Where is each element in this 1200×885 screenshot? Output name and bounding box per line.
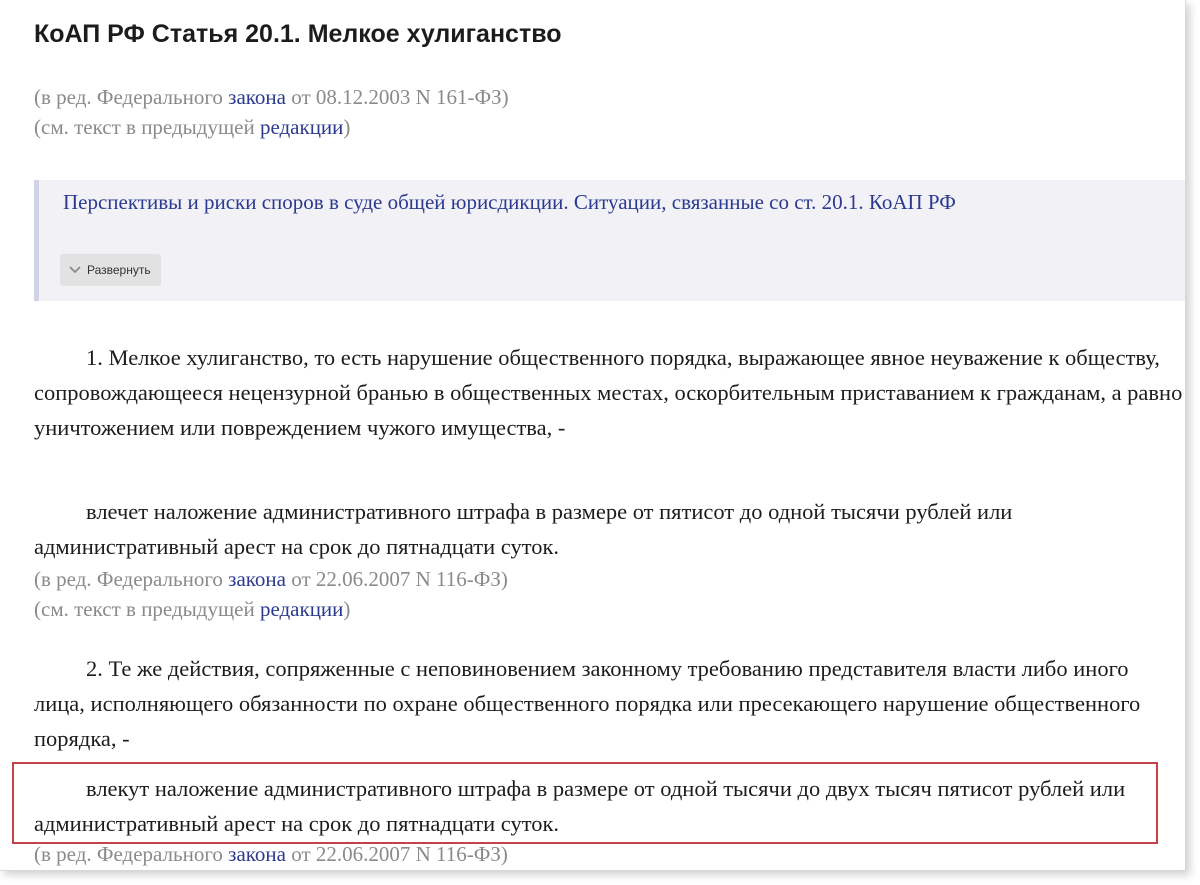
court-practice-callout <box>34 180 1185 301</box>
expand-button[interactable] <box>60 254 161 286</box>
previous-edition-note: (см. текст в предыдущей редакции) <box>34 597 351 621</box>
edition-note: (в ред. Федерального закона от 22.06.2007 N 116-ФЗ) <box>34 842 508 866</box>
law-link[interactable]: закона <box>228 842 286 866</box>
page-title: КоАП РФ Статья 20.1. Мелкое хулиганство <box>34 20 562 48</box>
edition-note: (в ред. Федерального закона от 22.06.2007 N 116-ФЗ) <box>34 567 508 591</box>
chevron-down-icon <box>68 265 82 275</box>
edition-notes-top <box>34 82 509 142</box>
expand-label: Развернуть <box>87 263 151 277</box>
callout-link[interactable]: Перспективы и риски споров в суде общей юрисдикции. Ситуации, связанные со ст. 20.1. КоАП РФ <box>63 190 956 214</box>
edition-notes-mid <box>34 564 508 624</box>
paragraph-1: 1. Мелкое хулиганство, то есть нарушение общественного порядка, выражающее явное неуважение к обществу, сопровождающееся нецензурной бранью в общественных местах, оскорбительным приставанием к гражданам, а равно уничтожением или повреждением чужого имущества, - <box>34 345 1183 440</box>
previous-edition-link[interactable]: редакции <box>259 115 344 139</box>
sanction-1: влечет наложение административного штрафа в размере от пятисот до одной тысячи рублей или административный арест на срок до пятнадцати суток. <box>34 499 1013 559</box>
previous-edition-note: (см. текст в предыдущей редакции) <box>34 115 351 139</box>
law-link[interactable]: закона <box>228 567 286 591</box>
sanction-2: влекут наложение административного штрафа в размере от одной тысячи до двух тысяч пятисот рублей или административный арест на срок до пятнадцати суток. <box>34 776 1126 836</box>
paragraph-2: 2. Те же действия, сопряженные с неповиновением законному требованию представителя власти либо иного лица, исполняющего обязанности по охране общественного порядка или пресекающего нарушение общественного порядка, - <box>34 656 1141 751</box>
edition-note: (в ред. Федерального закона от 08.12.2003 N 161-ФЗ) <box>34 85 509 109</box>
law-link[interactable]: закона <box>228 85 286 109</box>
edition-notes-bottom <box>34 839 508 869</box>
previous-edition-link[interactable]: редакции <box>259 597 344 621</box>
